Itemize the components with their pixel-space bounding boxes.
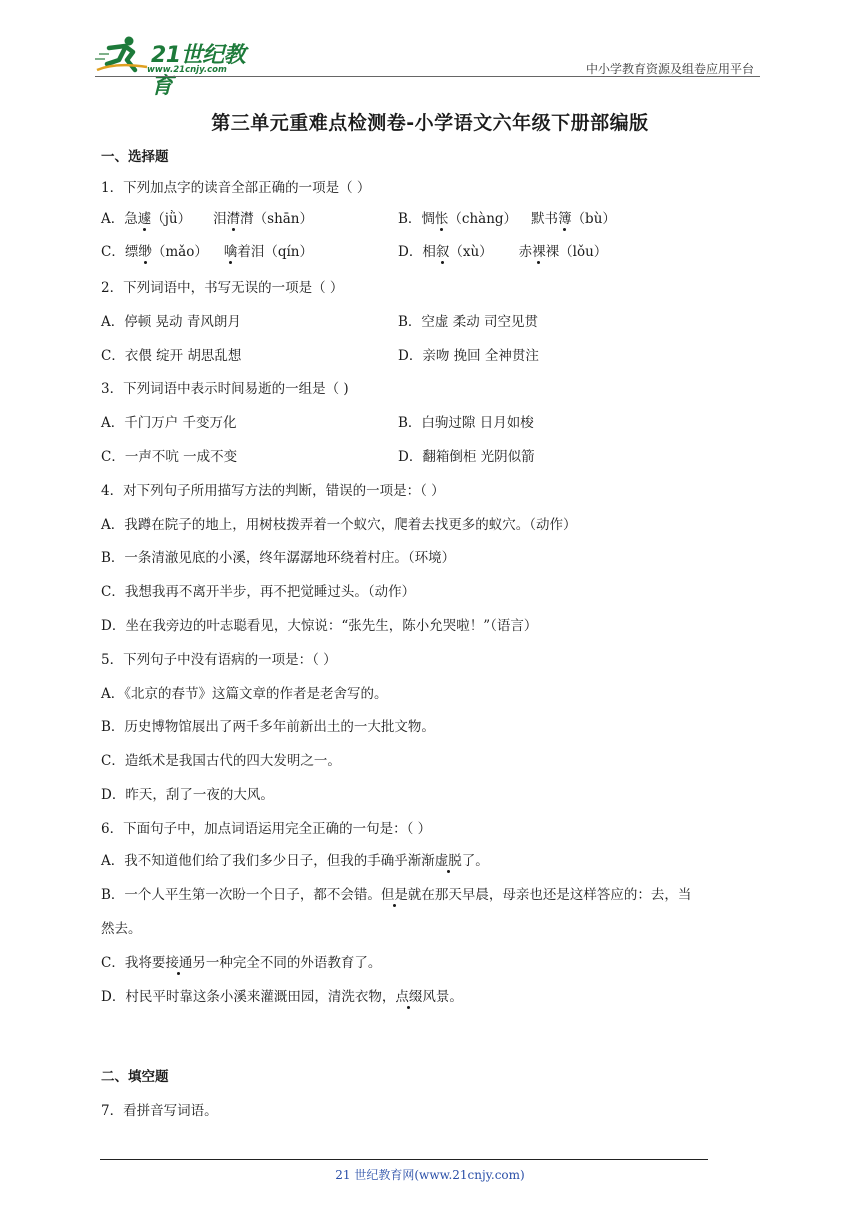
site-logo [95,34,265,99]
logo-text: 21世纪教育 [151,43,246,99]
question-1-stem: 1．下列加点字的读音全部正确的一项是（ ） [101,180,371,196]
question-1-option-b: B．惆怅（chàng） 默书簿（bù） [398,211,616,227]
option-text: 了。 [461,853,489,869]
dotted-char: 潸 [226,211,241,227]
page-title: 第三单元重难点检测卷-小学语文六年级下册部编版 [211,112,649,134]
question-4-option-a: A．我蹲在院子的地上，用树枝拨弄着一个蚁穴，爬着去找更多的蚁穴。（动作） [101,517,577,533]
question-5-option-a: A．《北京的春节》这篇文章的作者是老舍写的。 [101,686,388,702]
dotted-char: 裸 [532,244,546,260]
question-1-option-d: D．相叙（xù） 赤裸裸（lǒu） [398,244,608,260]
option-text: D．村民平时靠这条小溪来灌溉田园，清洗衣物， [101,989,396,1005]
question-3-stem: 3．下列词语中表示时间易逝的一组是（ ) [101,381,349,397]
dotted-char: 簿 [558,211,572,227]
dotted-word: 点缀 [395,989,423,1005]
question-3-option-a: A．千门万户 千变万化 [101,415,237,431]
question-7-stem: 7．看拼音写词语。 [101,1103,218,1119]
question-2-option-c: C．衣偎 绽开 胡思乱想 [101,348,242,364]
option-text: A．我不知道他们给了我们多少日子，但我的手确乎渐渐 [101,853,435,869]
footer-divider [100,1159,708,1160]
question-4-option-d: D．坐在我旁边的叶志聪看见，大惊说：“张先生，陈小允哭啦！”（语言） [101,618,538,634]
dotted-word: 虚脱 [434,853,462,869]
question-6-option-b-continued: 然去。 [101,921,142,937]
question-2-option-b: B．空虚 柔动 司空见贯 [398,314,539,330]
question-4-option-b: B．一条清澈见底的小溪，终年潺潺地环绕着村庄。（环境） [101,550,456,566]
runner-logo-icon [95,34,151,74]
option-text: 就在那天早晨，母亲也还是这样答应的：去，当 [407,887,692,903]
dotted-char: 噙 [223,244,238,260]
header-divider [95,76,760,77]
dotted-char: 缈 [138,244,152,260]
question-2-stem: 2．下列词语中，书写无误的一项是（ ） [101,280,344,296]
question-6-option-a [101,849,489,869]
option-text: 另一种完全不同的外语教育了。 [192,955,382,971]
question-6-option-d [101,985,463,1005]
question-3-option-d: D．翻箱倒柜 光阴似箭 [398,449,535,465]
question-6-stem: 6．下面句子中，加点词语运用完全正确的一句是：（ ） [101,821,432,837]
question-2-option-d: D．亲吻 挽回 全神贯注 [398,348,539,364]
question-5-option-b: B．历史博物馆展出了两千多年前新出土的一大批文物。 [101,719,435,735]
question-5-option-c: C．造纸术是我国古代的四大发明之一。 [101,753,341,769]
section-heading-fill: 二、填空题 [101,1069,169,1085]
section-heading-choice: 一、选择题 [101,149,169,165]
dotted-word: 接通 [165,955,193,971]
question-3-option-b: B．白驹过隙 日月如梭 [398,415,534,431]
dotted-char: 遽 [137,211,152,227]
footer-link[interactable]: 21 世纪教育网(www.21cnjy.com) [335,1168,525,1182]
question-3-option-c: C．一声不吭 一成不变 [101,449,238,465]
dotted-word: 但是 [380,887,408,903]
question-5-stem: 5．下列句子中没有语病的一项是：（ ） [101,652,337,668]
header-platform-text: 中小学教育资源及组卷应用平台 [585,62,754,76]
page-header [95,30,760,99]
dotted-char: 怅 [434,211,449,227]
question-4-option-c: C．我想我再不离开半步，再不把觉睡过头。（动作） [101,584,416,600]
question-6-option-c [101,951,381,971]
question-6-option-b [101,883,691,903]
question-2-option-a: A．停顿 晃动 青风朗月 [101,314,241,330]
question-1-option-a: A．急遽（jǜ） 泪潸潸（shān） [101,211,314,227]
logo-url: www.21cnjy.com [147,65,227,75]
option-text: 风景。 [422,989,463,1005]
option-text: C．我将要 [101,955,166,971]
question-1-option-c: C．缥缈（mǎo） 噙着泪（qín） [101,244,313,260]
question-5-option-d: D．昨天，刮了一夜的大风。 [101,787,274,803]
option-text: B．一个人平生第一次盼一个日子，都不会错。 [101,887,381,903]
dotted-char: 叙 [435,244,450,260]
question-4-stem: 4．对下列句子所用描写方法的判断，错误的一项是：（ ） [101,483,445,499]
